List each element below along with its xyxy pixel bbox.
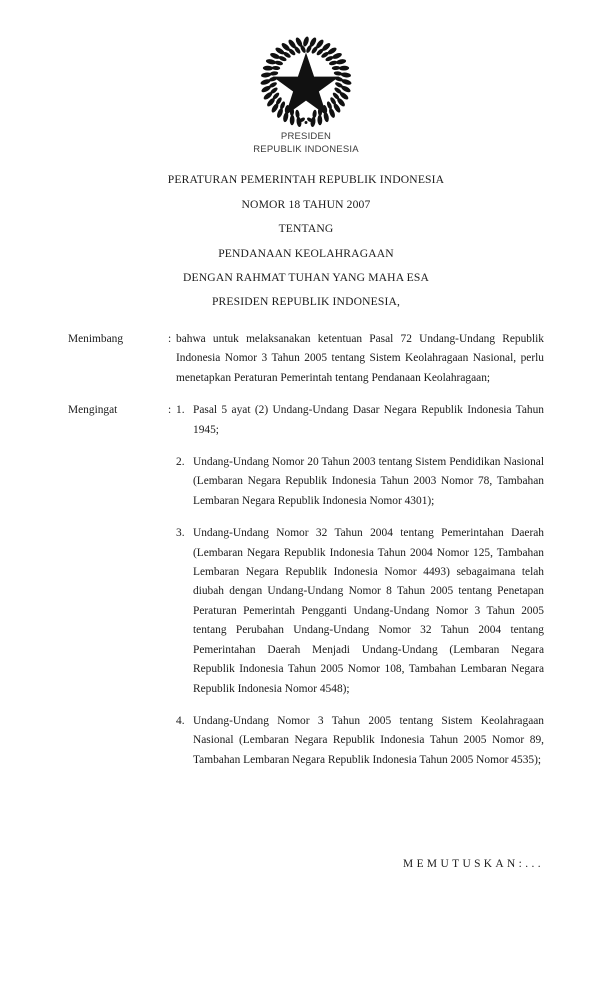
- clauses-section: [68, 330, 544, 783]
- list-item-text: Pasal 5 ayat (2) Undang-Undang Dasar Negara Republik Indonesia Tahun 1945;: [193, 404, 544, 436]
- clause-body-menimbang: [176, 330, 544, 388]
- regulation-number: NOMOR 18 TAHUN 2007: [241, 197, 371, 211]
- clause-colon-menimbang: :: [168, 333, 172, 345]
- list-item: [176, 453, 544, 511]
- list-item-text: Undang-Undang Nomor 32 Tahun 2004 tentang Pemerintahan Daerah (Lembaran Negara Republik Indonesia Tahun 2004 Nomor 125, Tambahan Lembaran Negara Republik Indonesia Nomor 4493) sebagaimana telah diubah dengan Undang-Undang Nomor 8 Tahun 2005 tentang Penetapan Peraturan Pemerintah Pengganti Undang-Undang Nomor 3 Tahun 2005 tentang Perubahan Undang-Undang Nomor 32 Tahun 2004 tentang Pemerintahan Daerah Menjadi Undang-Undang (Lembaran Negara Republik Indonesia Tahun 2005 Nomor 108, Tambahan Lembaran Negara Republik Indonesia Nomor 4548);: [193, 527, 544, 695]
- clause-colon-mengingat: :: [168, 404, 172, 417]
- emblem-caption-line-2: REPUBLIK INDONESIA: [253, 143, 359, 155]
- document-title-block: [0, 168, 612, 291]
- clause-mengingat: [68, 401, 544, 770]
- list-item: [176, 712, 544, 770]
- invocation-line: DENGAN RAHMAT TUHAN YANG MAHA ESA: [183, 271, 429, 285]
- list-item: [176, 524, 544, 699]
- list-item-marker: 1.: [176, 404, 185, 417]
- emblem-caption-line-1: PRESIDEN: [280, 131, 332, 142]
- list-item-marker: 2.: [176, 456, 185, 469]
- list-item-marker: 3.: [176, 527, 185, 540]
- tentang-label: TENTANG: [278, 222, 334, 236]
- presiden-heading: PRESIDEN REPUBLIK INDONESIA,: [211, 295, 401, 308]
- indonesian-presidential-seal-icon: [260, 36, 352, 128]
- emblem-caption: [0, 131, 612, 156]
- clause-label-mengingat: Mengingat: [68, 404, 118, 417]
- presidential-emblem-block: [0, 36, 612, 156]
- clause-menimbang: [68, 330, 544, 388]
- memutuskan-footer: MEMUTUSKAN:...: [403, 858, 544, 870]
- menimbang-paragraph: bahwa untuk melaksanakan ketentuan Pasal 72 Undang-Undang Republik Indonesia Nomor 3 Tahun 2005 tentang Sistem Keolahragaan Nasional, perlu menetapkan Peraturan Pemerintah tentang Pendanaan Keolahragaan;: [176, 333, 544, 384]
- list-item: [176, 401, 544, 440]
- list-item-text: Undang-Undang Nomor 3 Tahun 2005 tentang Sistem Keolahragaan Nasional (Lembaran Negara Republik Indonesia Tahun 2005 Nomor 89, Tambahan Lembaran Negara Republik Indonesia Tahun 2005 Nomor 4535);: [193, 714, 544, 766]
- clause-label-menimbang: Menimbang: [68, 333, 124, 345]
- regulation-type-title: PERATURAN PEMERINTAH REPUBLIK INDONESIA: [167, 173, 445, 186]
- list-item-text: Undang-Undang Nomor 20 Tahun 2003 tentang Sistem Pendidikan Nasional (Lembaran Negara Republik Indonesia Tahun 2003 Nomor 78, Tambahan Lembaran Negara Republik Indonesia Nomor 4301);: [193, 456, 544, 507]
- regulation-subject: PENDANAAN KEOLAHRAGAAN: [218, 246, 394, 260]
- list-item-marker: 4.: [176, 714, 185, 727]
- clause-body-mengingat: [176, 401, 544, 770]
- mengingat-list: [176, 401, 544, 770]
